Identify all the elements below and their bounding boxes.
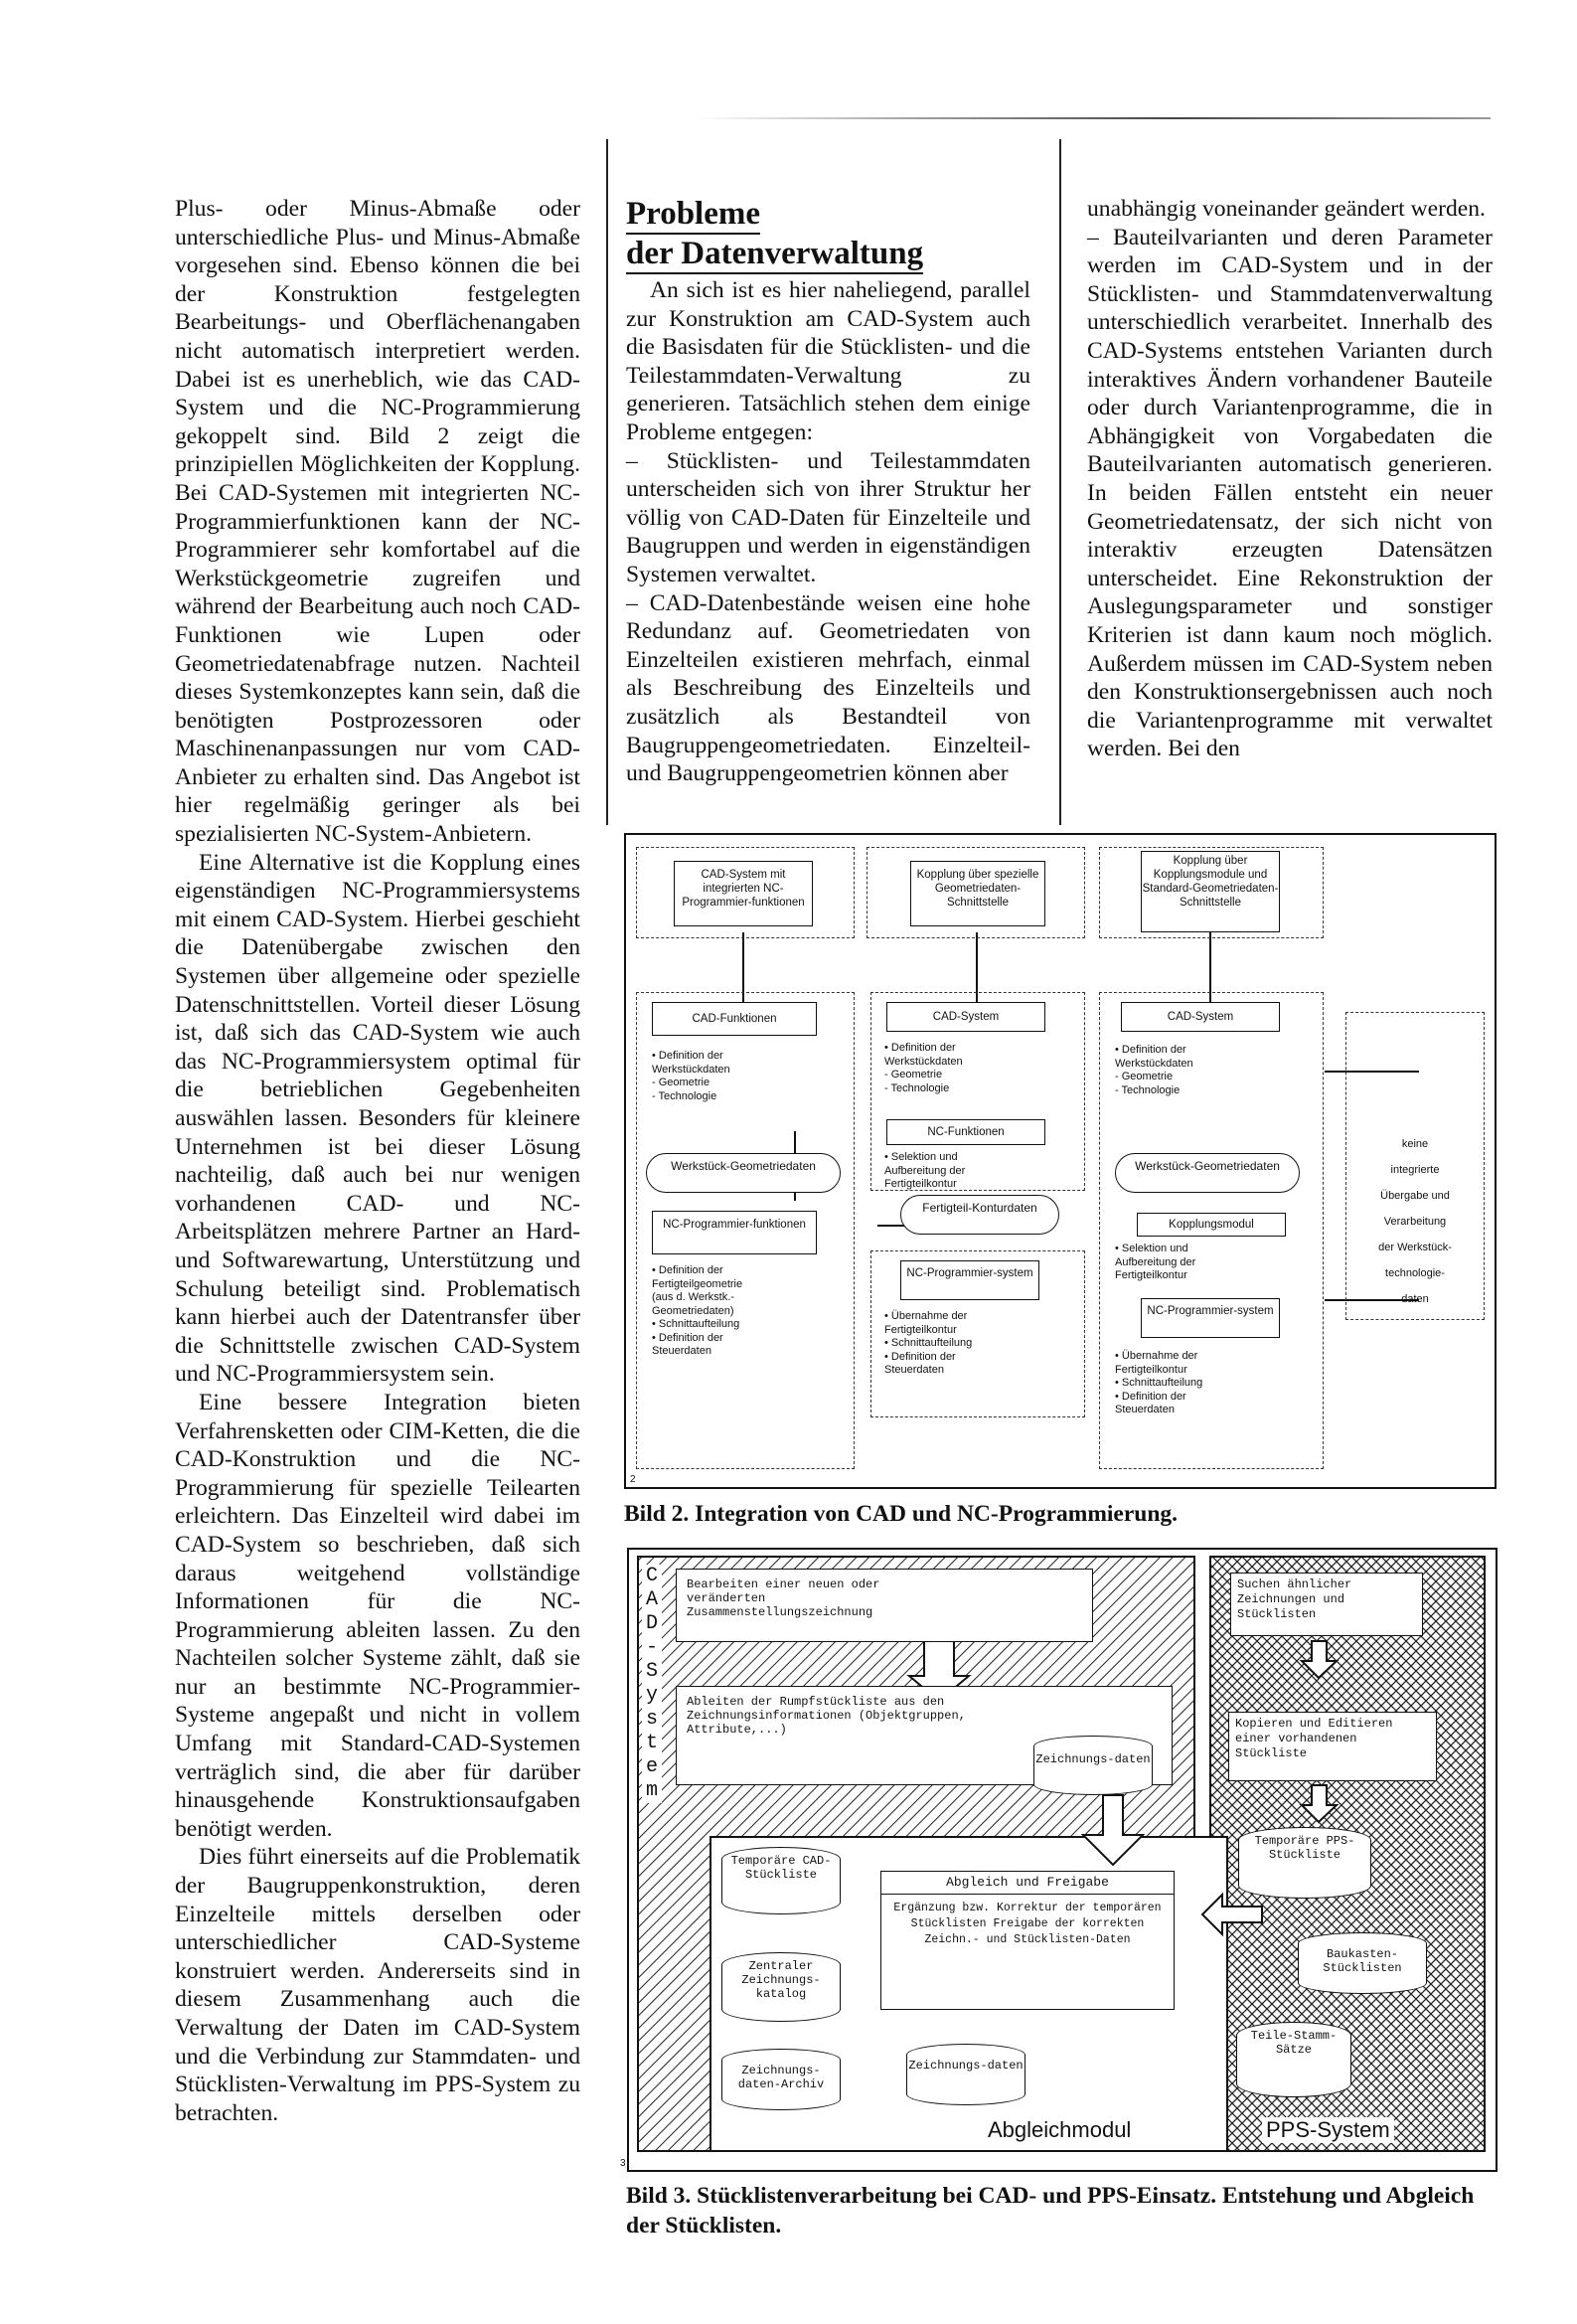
zeichnungsdaten-store-2: Zeichnungs-daten	[906, 2044, 1025, 2105]
list-item: Steuerdaten	[884, 1364, 944, 1376]
side-note-line: integrierte	[1390, 1164, 1440, 1176]
teile-store: Teile-Stamm-Sätze	[1236, 2022, 1351, 2097]
col-c-data: Werkstück-Geometriedaten	[1115, 1153, 1300, 1193]
col-c-title: CAD-System	[1121, 1002, 1280, 1032]
top-label-1: CAD-System mit integrierten NC-Programmier-funktionen	[674, 861, 813, 926]
col-b-prog-items	[884, 1310, 972, 1378]
paragraph: unabhängig voneinander geändert werden.	[1087, 196, 1486, 222]
paragraph: Eine Alternative ist die Kopplung eines eigenständigen NC-Programmiersystems mit einem CAD-System. Hierbei geschieht die Datenübergabe zwischen den Systemen über allgemeine oder spezielle Datenschnittstellen. Vorteil dieser Lösung ist, daß sich das CAD-System wie auch das NC-Programmiersystem optimal für die betrieblichen Gegebenheiten auswählen lassen. Besonders für kleinere Unternehmen ist bei dieser Lösung nachteilig, daß auch bei nur wenigen vorhandenen CAD- und NC-Arbeitsplätzen mehrere Partner an Hard- und Softwarewartung, Unterstützung und Schulung beteiligt sind. Problematisch kann hierbei auch der Datentransfer über die Schnittstelle zwischen CAD-System und NC-Programmiersystem sein.	[175, 849, 580, 1388]
side-note	[1349, 1131, 1481, 1312]
list-item: • Definition der	[1115, 1390, 1186, 1403]
list-item: - Geometrie	[884, 1069, 943, 1080]
list-item: - Geometrie	[652, 1077, 710, 1088]
list-item: (aus d. Werkstk.-	[652, 1291, 734, 1303]
list-item: Fertigteilkontur	[1115, 1269, 1187, 1281]
col-b-nc-items	[884, 1151, 965, 1192]
col-b-items	[884, 1042, 963, 1095]
list-item: Aufbereitung der	[884, 1164, 966, 1177]
list-item: • Schnittaufteilung	[1115, 1377, 1203, 1389]
top-label-2: Kopplung über spezielle Geometriedaten-Schnittstelle	[910, 861, 1045, 926]
list-item: • Schnittaufteilung	[884, 1337, 973, 1349]
list-item: • Selektion und	[884, 1151, 958, 1163]
top-label-3: Kopplung über Kopplungsmodule und Standard-Geometriedaten-Schnittstelle	[1141, 851, 1280, 932]
figure-number: 3	[620, 2158, 626, 2169]
zentral-katalog-store: Zentraler Zeichnungs-katalog	[721, 1952, 841, 2022]
list-item: • Übernahme der	[1115, 1350, 1198, 1362]
list-item: Fertigteilkontur	[884, 1178, 957, 1190]
col-a-title: CAD-Funktionen	[652, 1002, 817, 1036]
col-c-mod: Kopplungsmodul	[1137, 1213, 1286, 1237]
zeichnungsdaten-store: Zeichnungs-daten	[1033, 1736, 1153, 1795]
temp-pps-store: Temporäre PPS-Stückliste	[1238, 1827, 1371, 1899]
top-rule	[696, 117, 1491, 119]
figure-3-caption: Bild 3. Stücklistenverarbeitung bei CAD- und PPS-Einsatz. Entstehung und Abgleich der Stücklisten.	[626, 2183, 1475, 2239]
col-a-data: Werkstück-Geometriedaten	[646, 1153, 841, 1193]
list-item: Geometriedaten)	[652, 1304, 734, 1317]
step-1-box	[676, 1569, 1093, 1642]
figure-2	[624, 833, 1497, 1489]
list-item: Fertigteilkontur	[884, 1323, 957, 1336]
side-note-line: keine	[1401, 1138, 1429, 1150]
pps-system-label: PPS-System	[1262, 2117, 1394, 2143]
list-item: - Technologie	[1115, 1083, 1181, 1096]
column-divider-left	[606, 139, 608, 825]
paragraph: Dies führt einerseits auf die Problematik der Baugruppenkonstruktion, deren Einzelteile mittels derselben oder unterschiedlicher CAD-Systeme konstruiert werden. Andererseits sind in diesem Zusammenhang auch die Verwaltung der Daten im CAD-System und die Verbindung zur Stammdaten- und Stücklisten-Verwaltung im PPS-System zu betrachten.	[175, 1844, 580, 2126]
col-a-nc: NC-Programmier-funktionen	[652, 1211, 817, 1254]
paragraph: – Stücklisten- und Teilestammdaten unterscheiden sich von ihrer Struktur her völlig von CAD-Daten für Einzelteile und Baugruppen und werden in eigenständigen Systemen verwaltet.	[626, 447, 1030, 587]
baukasten-store: Baukasten-Stücklisten	[1298, 1932, 1427, 1994]
col-c-prog-items	[1115, 1350, 1202, 1417]
list-item: • Schnittaufteilung	[652, 1318, 740, 1330]
list-item: - Technologie	[652, 1089, 717, 1102]
list-item: • Definition der	[1115, 1044, 1186, 1056]
text-column-3	[1087, 195, 1493, 763]
pps-step-2-text: Kopieren und Editieren einer vorhandenen Stückliste	[1235, 1717, 1393, 1760]
pps-step-1	[1230, 1573, 1423, 1636]
abgleich-title: Abgleich und Freigabe	[881, 1872, 1174, 1895]
col-a-items	[652, 1050, 730, 1103]
col-b-prog: NC-Programmier-system	[900, 1260, 1039, 1300]
paragraph: Eine bessere Integration bieten Verfahrensketten oder CIM-Ketten, die die CAD-Konstruktion und die NC-Programmierung für spezielle Teilearten erleichtern. Das Einzelteil wird dabei im CAD-System so beschrieben, daß sich daraus weitgehend vollständige Informationen für die NC-Programmierung ableiten lassen. Zu den Nachteilen solcher Systeme zählt, daß sie nur an bestimmte NC-Programmier-Systeme angepaßt und nicht in vollem Umfang mit Standard-CAD-Systemen verträglich sind, die aber für darüber hinausgehende Konstruktionsaufgaben benötigt werden.	[175, 1389, 580, 1842]
col-a-nc-items	[652, 1264, 742, 1359]
pps-step-2	[1228, 1712, 1437, 1781]
pps-step-1-text: Suchen ähnlicher Zeichnungen und Stücklisten	[1237, 1577, 1352, 1621]
list-item: Werkstückdaten	[652, 1063, 730, 1076]
side-note-line: der Werkstück-	[1378, 1242, 1452, 1253]
text-column-2	[626, 276, 1030, 788]
cad-system-label: C A D - S y s t e m	[642, 1565, 662, 1803]
side-note-line: Übergabe und	[1380, 1190, 1450, 1202]
list-item: • Definition der	[884, 1350, 956, 1363]
abgleich-box	[880, 1871, 1175, 2010]
list-item: Fertigteilkontur	[1115, 1363, 1187, 1376]
side-note-line: technologie-	[1385, 1267, 1445, 1279]
col-b-title: CAD-System	[886, 1002, 1045, 1032]
figure-3	[620, 1547, 1498, 2173]
side-note-line: Verarbeitung	[1383, 1216, 1447, 1228]
list-item: Fertigteilgeometrie	[652, 1277, 743, 1290]
list-item: • Definition der	[652, 1331, 723, 1344]
col-c-mod-items	[1115, 1243, 1195, 1283]
column-divider-right	[1059, 139, 1061, 825]
paragraph: – Bauteilvarianten und deren Parameter werden im CAD-System und in der Stücklisten- und Stammdatenverwaltung unterschiedlich verarbeitet. Innerhalb des CAD-Systems entstehen Varianten durch interaktives Ändern vorhandener Bauteile oder durch Variantenprogramme, die in Abhängigkeit von Vorgabedaten die Bauteilvarianten automatisch generieren. In beiden Fällen entsteht ein neuer Geometriedatensatz, der sich nicht von interaktiv erzeugten Datensätzen unterscheidet. Eine Rekonstruktion der Auslegungsparameter und sonstiger Kriterien ist dann kaum noch möglich. Außerdem müssen im CAD-System neben den Konstruktionsergebnissen auch noch die Variantenprogramme mit verwaltet werden. Bei den	[1087, 224, 1493, 762]
col-b-data: Fertigteil-Konturdaten	[900, 1195, 1059, 1235]
text-column-1	[175, 195, 580, 2127]
figure-number: 2	[630, 1474, 636, 1485]
list-item: Steuerdaten	[652, 1345, 711, 1357]
list-item: • Übernahme der	[884, 1310, 968, 1322]
list-item: • Definition der	[652, 1264, 723, 1276]
step-1-text: Bearbeiten einer neuen oder veränderten Zusammenstellungszeichnung	[687, 1577, 880, 1619]
list-item: - Technologie	[884, 1081, 950, 1094]
list-item: • Definition der	[884, 1042, 956, 1054]
list-item: Steuerdaten	[1115, 1404, 1175, 1415]
list-item: • Selektion und	[1115, 1243, 1188, 1254]
abgleichmodul-label: Abgleichmodul	[988, 2117, 1132, 2142]
abgleich-body: Ergänzung bzw. Korrektur der temporären Stücklisten Freigabe der korrekten Zeichn.- und Stücklisten-Daten	[893, 1902, 1162, 1946]
list-item: • Definition der	[652, 1050, 723, 1062]
temp-cad-store: Temporäre CAD-Stückliste	[721, 1847, 841, 1914]
paragraph: An sich ist es hier naheliegend, parallel zur Konstruktion am CAD-System auch die Basisdaten für die Stücklisten- und die Teilestammdaten-Verwaltung zu generieren. Tatsächlich stehen dem einige Probleme entgegen:	[626, 277, 1030, 445]
archiv-store: Zeichnungs-daten-Archiv	[721, 2049, 841, 2110]
figure-2-caption: Bild 2. Integration von CAD und NC-Programmierung.	[624, 1501, 1179, 1527]
col-c-items	[1115, 1044, 1193, 1097]
paragraph: Plus- oder Minus-Abmaße oder unterschiedliche Plus- und Minus-Abmaße vorgesehen sind. Ebenso können die bei der Konstruktion festgelegten Bearbeitungs- und Oberflächenangaben nicht automatisch interpretiert werden. Dabei ist es unerheblich, wie das CAD-System und die NC-Programmierung gekoppelt sind. Bild 2 zeigt die prinzipiellen Möglichkeiten der Kopplung. Bei CAD-Systemen mit integrierten NC-Programmierfunktionen kann der NC-Programmierer sehr komfortabel auf die Werkstückgeometrie zugreifen und während der Bearbeitung auch noch CAD-Funktionen wie Lupen oder Geometriedatenabfrage nutzen. Nachteil dieses Systemkonzeptes kann sein, daß die benötigten Postprozessoren oder Maschinenanpassungen nur vom CAD-Anbieter zu erhalten sind. Das Angebot ist hier regelmäßig geringer als bei spezialisierten NC-System-Anbietern.	[175, 196, 580, 848]
paragraph: – CAD-Datenbestände weisen eine hohe Redundanz auf. Geometriedaten von Einzelteilen existieren mehrfach, einmal als Beschreibung des Einzelteils und zusätzlich als Bestandteil von Baugruppengeometriedaten. Einzelteil- und Baugruppengeometrien können aber	[626, 589, 1030, 787]
section-heading: Probleme der Datenverwaltung	[626, 195, 1024, 274]
col-c-prog: NC-Programmier-system	[1141, 1298, 1280, 1338]
list-item: Werkstückdaten	[884, 1055, 963, 1068]
col-b-nc: NC-Funktionen	[886, 1119, 1045, 1145]
list-item: Aufbereitung der	[1115, 1255, 1196, 1268]
list-item: Werkstückdaten	[1115, 1057, 1193, 1070]
step-2-text: Ableiten der Rumpfstückliste aus den Zeichnungsinformationen (Objektgruppen, Attribute,...)	[687, 1695, 966, 1737]
list-item: - Geometrie	[1115, 1071, 1174, 1082]
side-note-line: daten	[1401, 1293, 1429, 1305]
